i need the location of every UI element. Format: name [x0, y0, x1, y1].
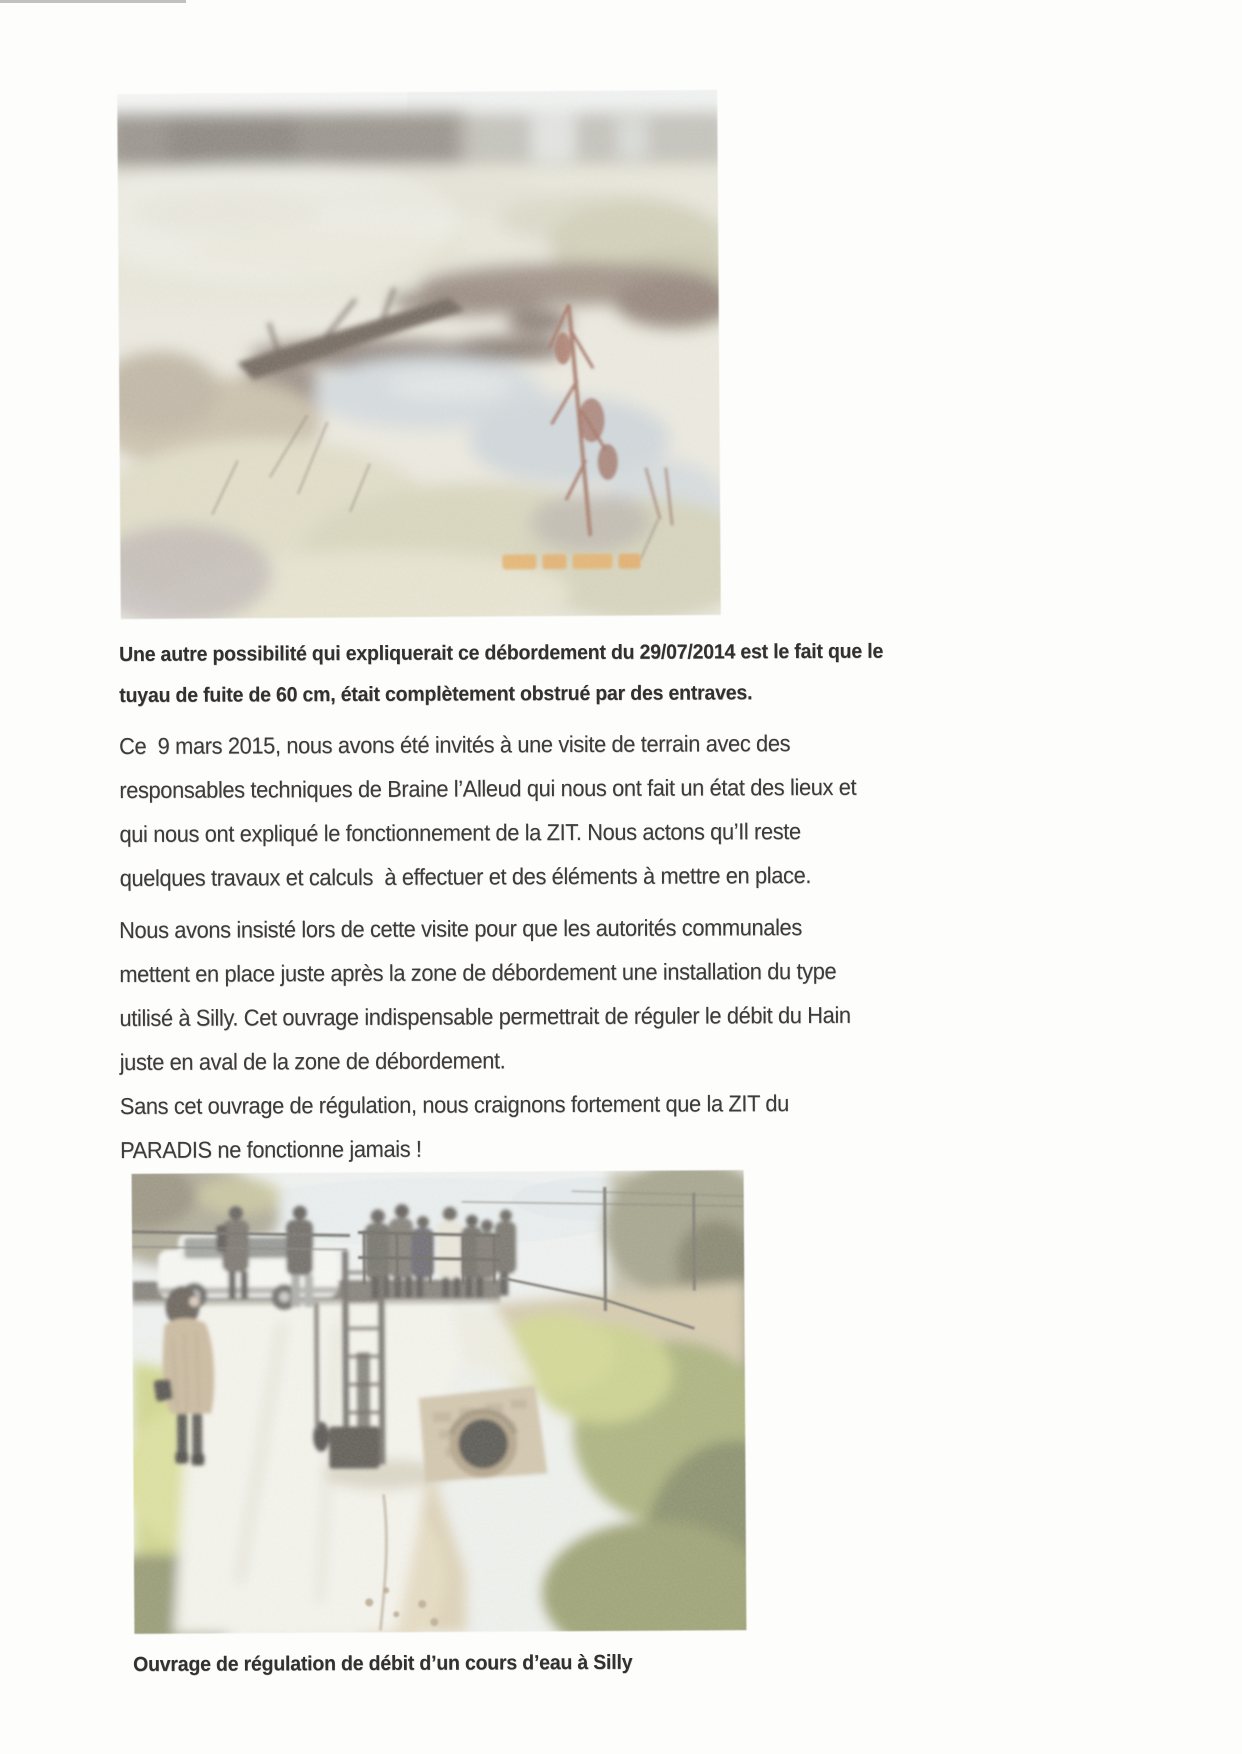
text-line: Sans cet ouvrage de régulation, nous craignons fortement que la ZIT du	[119, 1090, 789, 1119]
paragraph-regulation-request	[119, 905, 890, 1172]
paragraph-visit-terrain	[119, 721, 895, 900]
text-line: Nous avons insisté lors de cette visite pour que les autorités communales	[119, 914, 802, 943]
caption-photo-top	[119, 630, 924, 716]
text-line: responsables techniques de Braine l’Alleud qui nous ont fait un état des lieux et	[119, 773, 857, 803]
text-line: PARADIS ne fonctionne jamais !	[119, 1135, 422, 1163]
text-line: Une autre possibilité qui expliquerait ce débordement du 29/07/2014 est le fait que le	[119, 639, 884, 666]
text-line: Ce 9 mars 2015, nous avons été invités à une visite de terrain avec des	[119, 730, 791, 759]
text-line: Ouvrage de régulation de débit d’un cours d’eau à Silly	[133, 1650, 633, 1676]
scan-artifact-top-edge	[0, 0, 186, 3]
text-line: qui nous ont expliqué le fonctionnement de la ZIT. Nous actons qu’Il reste	[119, 818, 801, 847]
text-line: juste en aval de la zone de débordement.	[119, 1047, 506, 1075]
text-line: utilisé à Silly. Cet ouvrage indispensable permettrait de réguler le débit du Hain	[119, 1001, 851, 1031]
text-line: tuyau de fuite de 60 cm, était complètement obstrué par des entraves.	[119, 681, 753, 707]
regulation-structure-photo	[132, 1170, 747, 1634]
overflow-field-photo	[117, 90, 721, 619]
caption-photo-bottom	[133, 1642, 659, 1685]
text-line: mettent en place juste après la zone de débordement une installation du type	[119, 957, 837, 987]
text-line: quelques travaux et calculs à effectuer et des éléments à mettre en place.	[119, 861, 812, 891]
